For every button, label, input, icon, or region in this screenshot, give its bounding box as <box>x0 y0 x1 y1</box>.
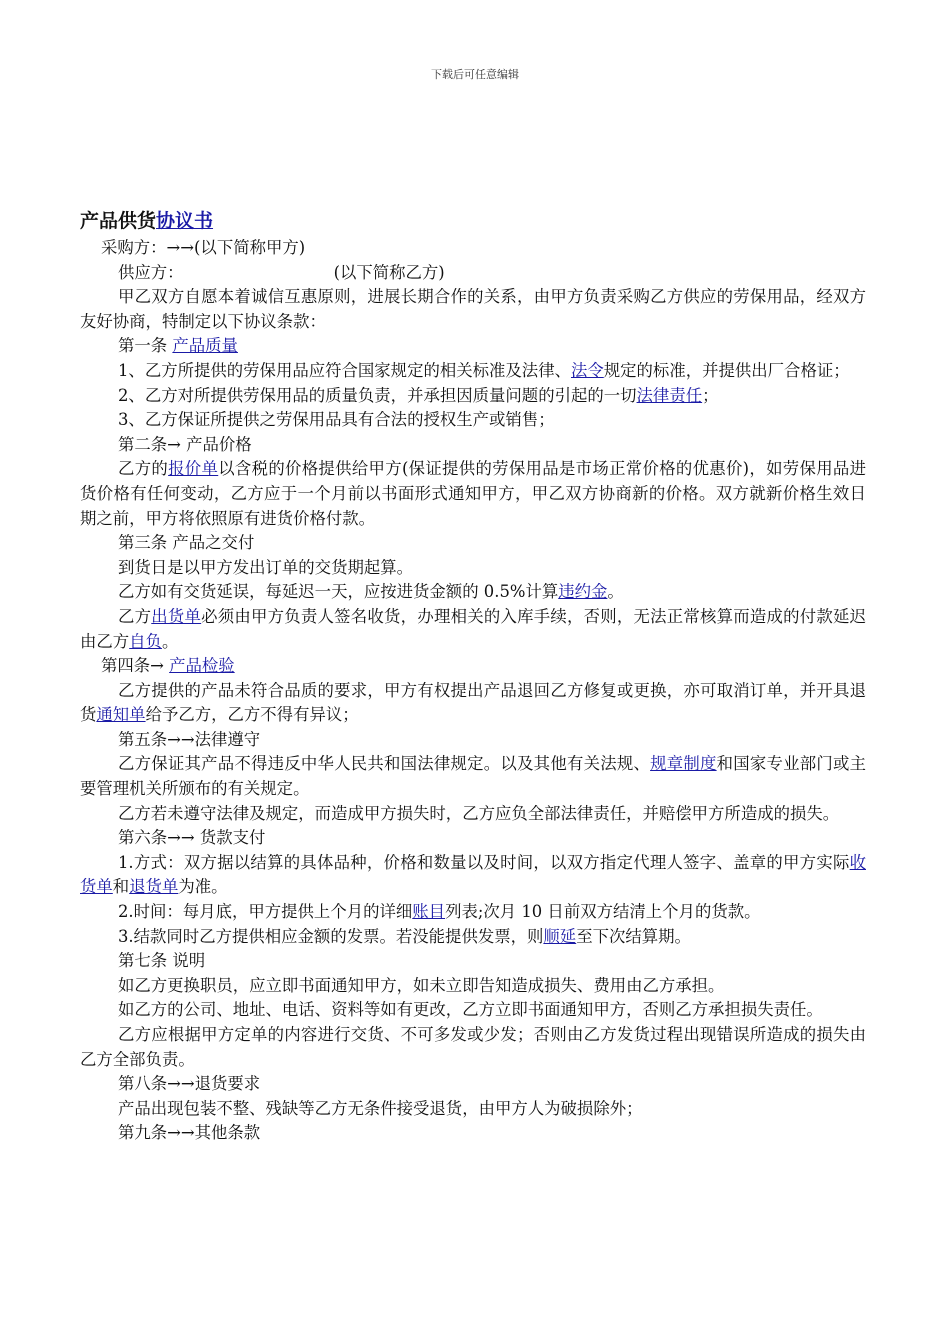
text: 乙方如有交货延误，每延迟一天，应按进货金额的 0.5%计算 <box>118 582 559 602</box>
text: 2.时间：每月底，甲方提供上个月的详细 <box>118 902 413 922</box>
title-link[interactable]: 协议书 <box>156 210 214 232</box>
article-4-link[interactable]: 产品检验 <box>169 656 235 676</box>
article-9-heading: 第九条→→其他条款 <box>118 1123 261 1143</box>
link-fa-ling[interactable]: 法令 <box>570 360 604 380</box>
text: 必须由甲方负责人签名收货，办理相关的入库手续，否则，无法正常核算而造成的付款延迟由乙方 <box>80 606 867 651</box>
article-7-paragraph-1: 如乙方更换职员，应立即书面通知甲方，如未立即告知造成损失、费用由乙方承担。 <box>118 975 725 995</box>
article-1-item-3: 3、乙方保证所提供之劳保用品具有合法的授权生产或销售； <box>118 410 555 430</box>
article-1-item-2 <box>80 384 866 409</box>
page-header: 下载后可任意编辑 <box>431 68 519 81</box>
link-quotation[interactable]: 报价单 <box>168 459 219 479</box>
article-8-heading: 第八条→→退货要求 <box>118 1074 261 1094</box>
text: 列表;次月 10 日前双方结清上个月的货款。 <box>445 902 761 922</box>
article-1-label: 第一条 <box>118 336 168 356</box>
intro-paragraph: 甲乙双方自愿本着诚信互惠原则，进展长期合作的关系，由甲方负责采购乙方供应的劳保用品，经双方友好协商，特制定以下协议条款： <box>80 287 866 331</box>
text: 和 <box>112 877 130 897</box>
article-2-paragraph <box>80 457 866 531</box>
text: 规定的标准，并提供出厂合格证； <box>603 360 850 380</box>
text: 乙方 <box>118 606 152 626</box>
article-1-heading <box>80 334 866 359</box>
article-6-paragraph-1 <box>80 851 866 900</box>
link-legal-liability[interactable]: 法律责任 <box>636 385 703 405</box>
text: 至下次结算期。 <box>576 926 691 946</box>
link-regulations[interactable]: 规章制度 <box>650 754 717 774</box>
text: 乙方的 <box>118 459 169 479</box>
article-1-link[interactable]: 产品质量 <box>172 336 238 356</box>
article-4-label: 第四条→ <box>101 656 164 676</box>
buyer-line: 采购方：→→(以下简称甲方) <box>101 238 306 257</box>
text: 给予乙方，乙方不得有异议； <box>145 705 359 725</box>
link-notice[interactable]: 通知单 <box>96 705 146 725</box>
supplier-suffix: (以下简称乙方) <box>333 262 445 282</box>
article-6-paragraph-2 <box>80 900 866 925</box>
text: 2、乙方对所提供劳保用品的质量负责，并承担因质量问题的引起的一切 <box>118 385 637 405</box>
article-7-heading: 第七条 说明 <box>118 951 206 971</box>
article-5-paragraph-2: 乙方若未遵守法律及规定，而造成甲方损失时，乙方应负全部法律责任，并赔偿甲方所造成的损失。 <box>118 803 840 823</box>
article-7-paragraph-2: 如乙方的公司、地址、电话、资料等如有更改，乙方立即书面通知甲方，否则乙方承担损失责任。 <box>118 1000 823 1020</box>
title-text: 产品供货 <box>80 210 157 232</box>
link-receipt[interactable]: 收货单 <box>80 852 866 897</box>
article-5-paragraph-1 <box>80 752 866 801</box>
article-3-heading: 第三条 产品之交付 <box>118 533 255 553</box>
link-accounts[interactable]: 账目 <box>412 902 446 922</box>
article-6-heading: 第六条→→ 货款支付 <box>118 828 266 848</box>
text: 3.结款同时乙方提供相应金额的发票。若没能提供发票，则 <box>118 926 544 946</box>
text: 和国家专业部门或主要管理机关所颁布的有关规定。 <box>80 754 867 799</box>
article-3-paragraph-2 <box>80 580 866 605</box>
link-postpone[interactable]: 顺延 <box>543 926 577 946</box>
article-4-heading <box>80 654 866 679</box>
article-4-paragraph <box>80 679 866 728</box>
article-8-paragraph-1: 产品出现包装不整、残缺等乙方无条件接受退货，由甲方人为破损除外； <box>118 1098 643 1118</box>
text: 乙方提供的产品未符合品质的要求，甲方有权提出产品退回乙方修复或更换，亦可取消订单，并开具退货 <box>80 680 866 725</box>
supplier-line <box>80 261 866 286</box>
text: 1.方式：双方据以结算的具体品种，价格和数量以及时间，以双方指定代理人签字、盖章的甲方实际 <box>118 852 850 872</box>
text: 为准。 <box>178 877 228 897</box>
text: 1、乙方所提供的劳保用品应符合国家规定的相关标准及法律、 <box>118 360 571 380</box>
text: ； <box>702 385 719 405</box>
article-7-paragraph-3: 乙方应根据甲方定单的内容进行交货、不可多发或少发；否则由乙方发货过程出现错误所造成的损失由乙方全部负责。 <box>80 1025 866 1069</box>
article-2-heading: 第二条→ 产品价格 <box>118 434 252 454</box>
article-6-paragraph-3 <box>80 925 866 950</box>
text: 。 <box>607 582 624 602</box>
supplier-label: 供应方： <box>118 262 184 282</box>
document-title <box>80 206 866 236</box>
article-3-paragraph-1: 到货日是以甲方发出订单的交货期起算。 <box>118 557 414 577</box>
text: 。 <box>161 631 179 651</box>
article-1-item-1 <box>80 359 866 384</box>
link-delivery-note[interactable]: 出货单 <box>151 606 202 626</box>
link-penalty[interactable]: 违约金 <box>558 582 608 602</box>
text: 乙方保证其产品不得违反中华人民共和国法律规定。以及其他有关法规、 <box>118 754 651 774</box>
text: 以含税的价格提供给甲方(保证提供的劳保用品是市场正常价格的优惠价)，如劳保用品进货价格有任何变动，乙方应于一个月前以书面形式通知甲方，甲乙双方协商新的价格。双方就新价格生效日期之前，甲方将依照原有进货价格付款。 <box>80 459 866 528</box>
document-body <box>80 206 866 1146</box>
article-5-heading: 第五条→→法律遵守 <box>118 729 261 749</box>
link-return-note[interactable]: 退货单 <box>129 877 179 897</box>
article-3-paragraph-3 <box>80 605 866 654</box>
link-self-responsible[interactable]: 自负 <box>129 631 162 651</box>
